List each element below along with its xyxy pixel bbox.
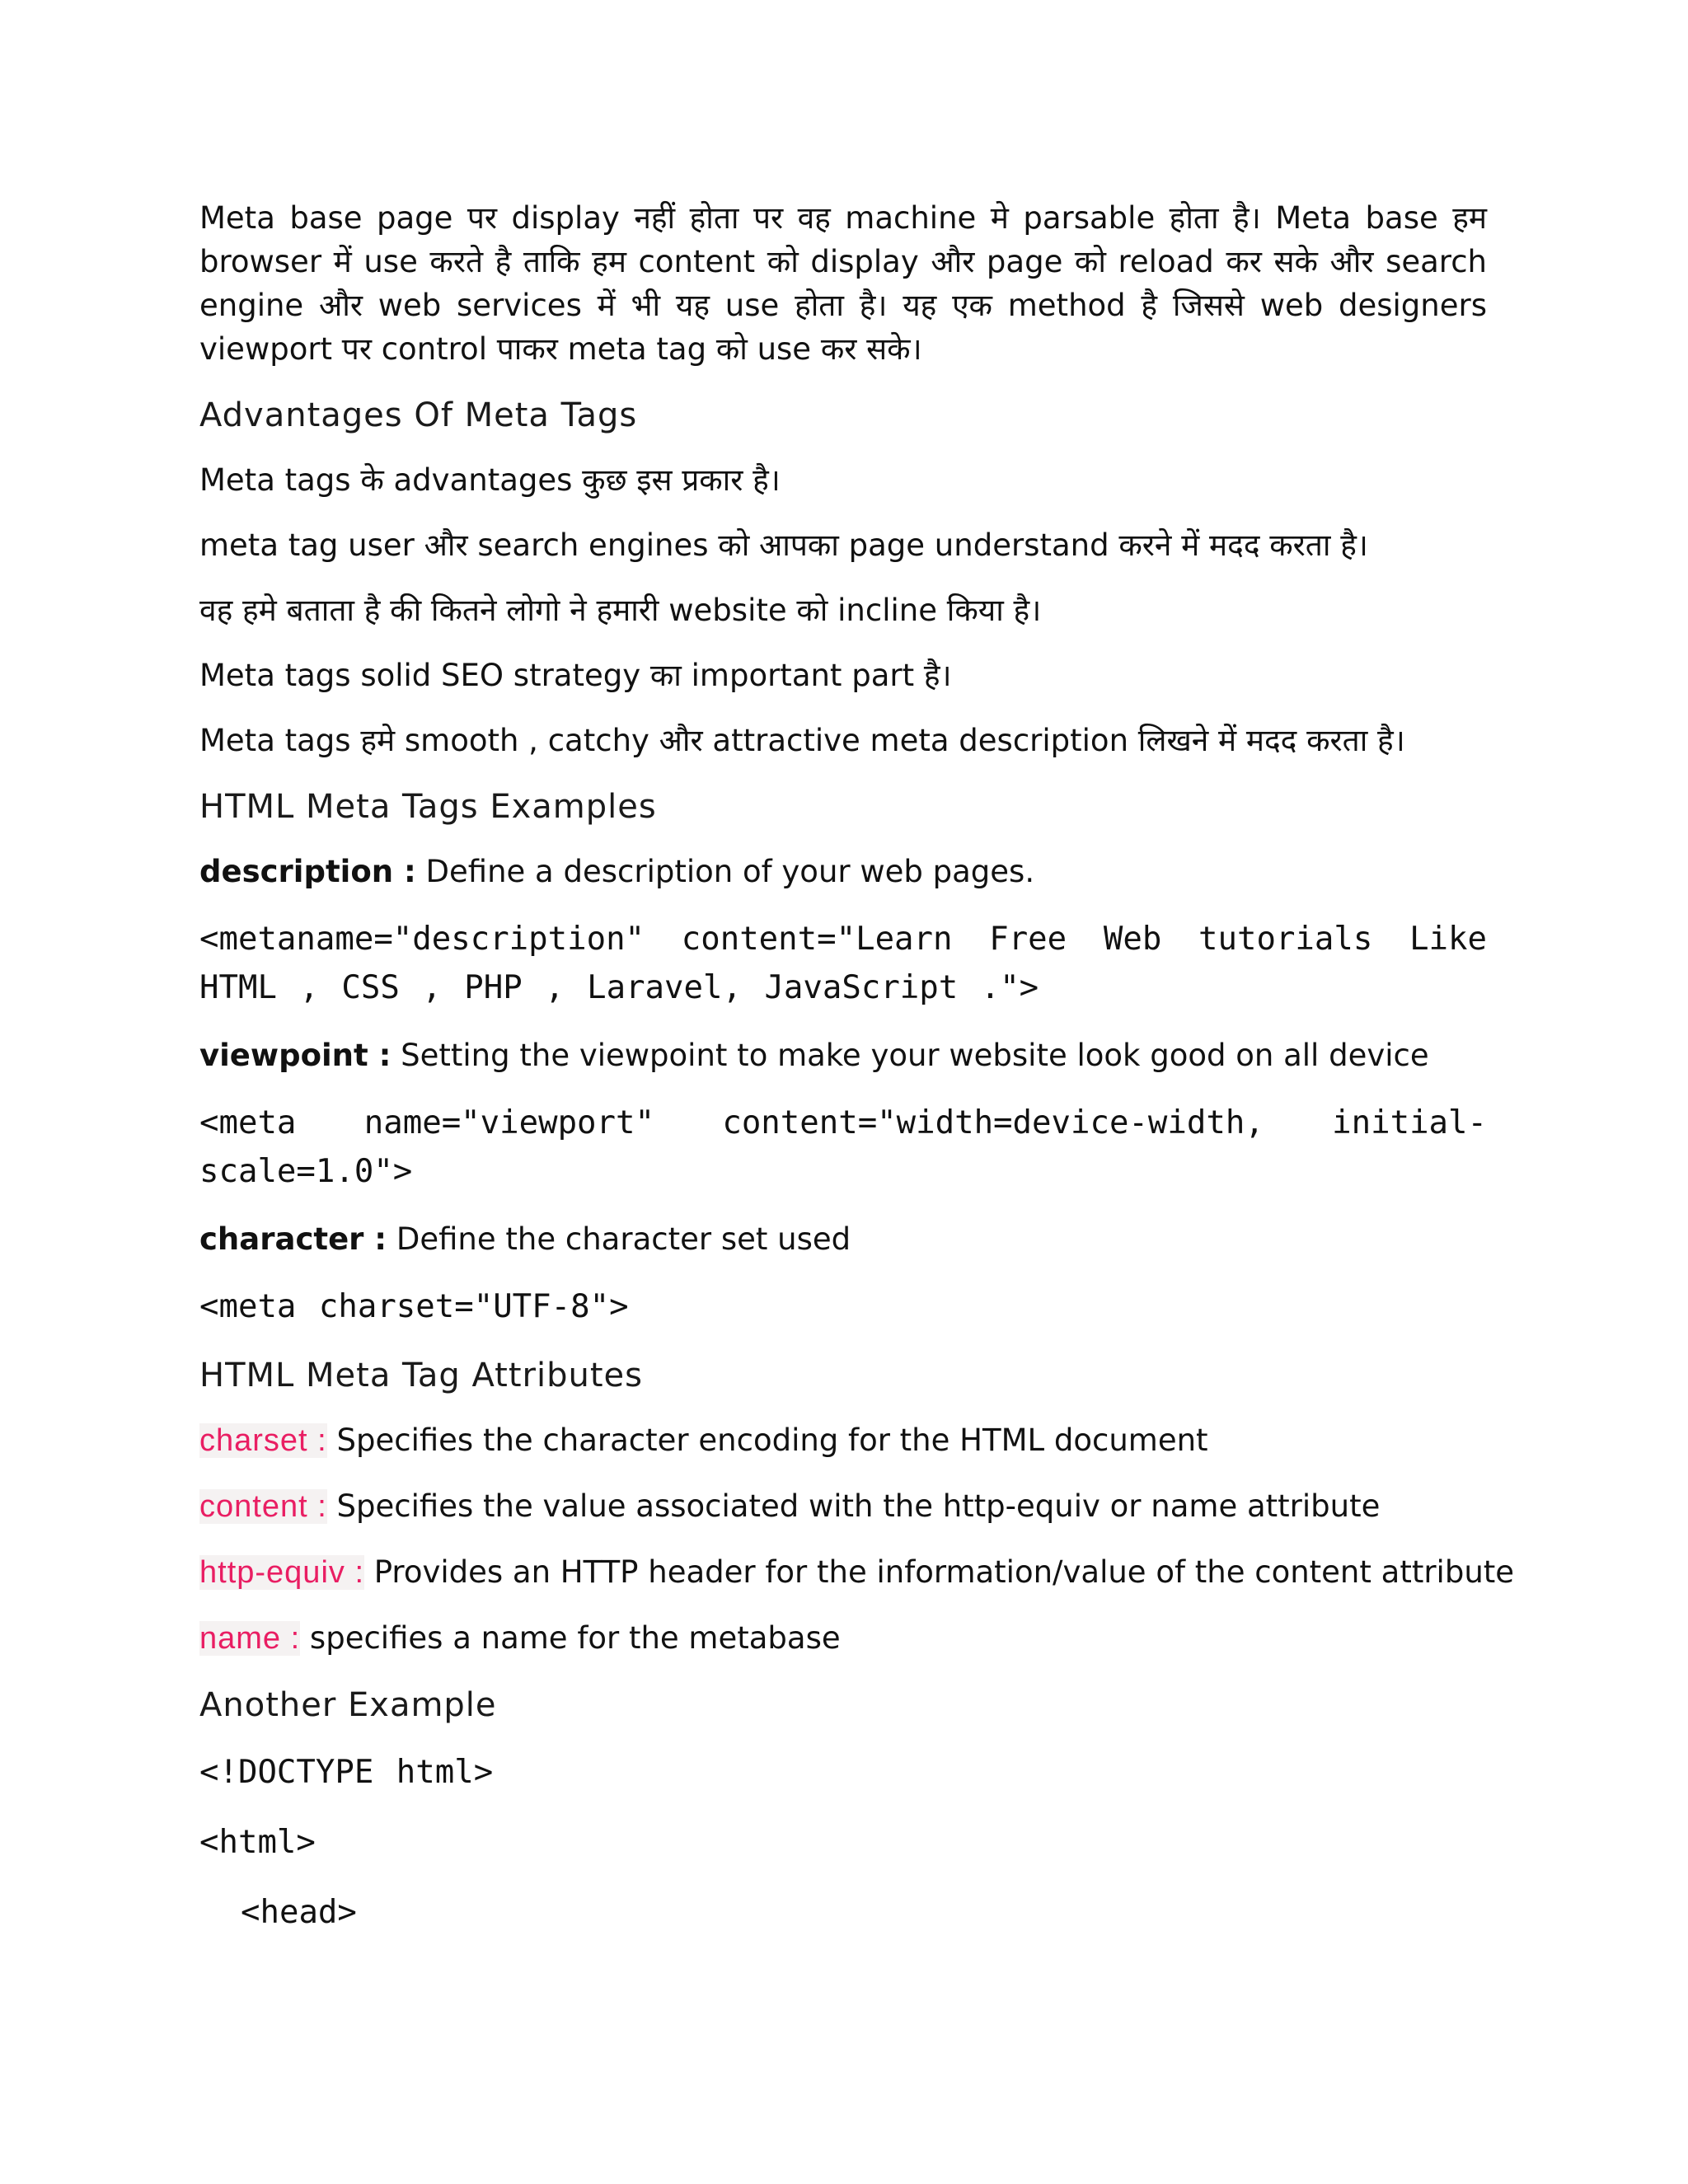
character-text: Define the character set used	[387, 1221, 851, 1257]
attribute-name: content :	[199, 1489, 327, 1524]
attribute-desc: Specifies the character encoding for the HTML document	[326, 1422, 1208, 1458]
advantage-item: Meta tags solid SEO strategy का important part है।	[199, 658, 952, 693]
another-example-heading: Another Example	[199, 1686, 497, 1724]
viewpoint-definition	[199, 1033, 1487, 1077]
character-code: <meta charset="UTF-8">	[199, 1288, 629, 1325]
attribute-desc: Provides an HTTP header for the information/value of the content attribute	[364, 1554, 1515, 1590]
description-term: description :	[199, 854, 416, 889]
viewpoint-term: viewpoint :	[199, 1038, 392, 1073]
description-definition	[199, 850, 1487, 893]
attributes-heading: HTML Meta Tag Attributes	[199, 1357, 643, 1394]
advantage-item: meta tag user और search engines को आपका page understand करने में मदद करता है।	[199, 527, 1368, 563]
attribute-name: http-equiv :	[199, 1555, 364, 1590]
viewpoint-text: Setting the viewpoint to make your website look good on all device	[391, 1038, 1429, 1073]
attribute-item	[199, 1484, 1487, 1529]
advantage-item: Meta tags हमे smooth , catchy और attractive meta description लिखने में मदद करता है।	[199, 723, 1405, 758]
attribute-name: charset :	[199, 1423, 327, 1458]
character-term: character :	[199, 1221, 387, 1257]
advantages-intro: Meta tags के advantages कुछ इस प्रकार है।	[199, 462, 781, 498]
attribute-desc: Specifies the value associated with the http-equiv or name attribute	[326, 1488, 1381, 1524]
attribute-item	[199, 1616, 1487, 1661]
viewpoint-code: <meta name="viewport" content="width=device-width, initial-scale=1.0">	[199, 1104, 1487, 1190]
examples-heading: HTML Meta Tags Examples	[199, 788, 657, 826]
attribute-item	[199, 1418, 1487, 1463]
advantages-heading: Advantages Of Meta Tags	[199, 396, 638, 434]
code-line-head: <head>	[241, 1894, 357, 1931]
document-body	[199, 196, 1515, 1958]
description-code: <metaname="description" content="Learn Free Web tutorials Like HTML , CSS , PHP , Laravel, JavaScript .">	[199, 921, 1487, 1006]
intro-paragraph: Meta base page पर display नहीं होता पर वह machine मे parsable होता है। Meta base हम browser में use करते है ताकि हम content को display और page को reload कर सके और search engine और web services में भी यह use होता है। यह एक method है जिससे web designers viewport पर control पाकर meta tag को use कर सके।	[199, 200, 1487, 367]
attribute-desc: specifies a name for the metabase	[300, 1620, 841, 1656]
advantage-item: वह हमे बताता है की कितने लोगो ने हमारी website को incline किया है।	[199, 593, 1042, 628]
character-definition	[199, 1217, 1487, 1261]
description-text: Define a description of your web pages.	[415, 854, 1035, 889]
code-line-doctype: <!DOCTYPE html>	[199, 1754, 494, 1791]
code-line-html: <html>	[199, 1824, 316, 1861]
attribute-item	[199, 1550, 1515, 1595]
attribute-name: name :	[199, 1621, 301, 1656]
